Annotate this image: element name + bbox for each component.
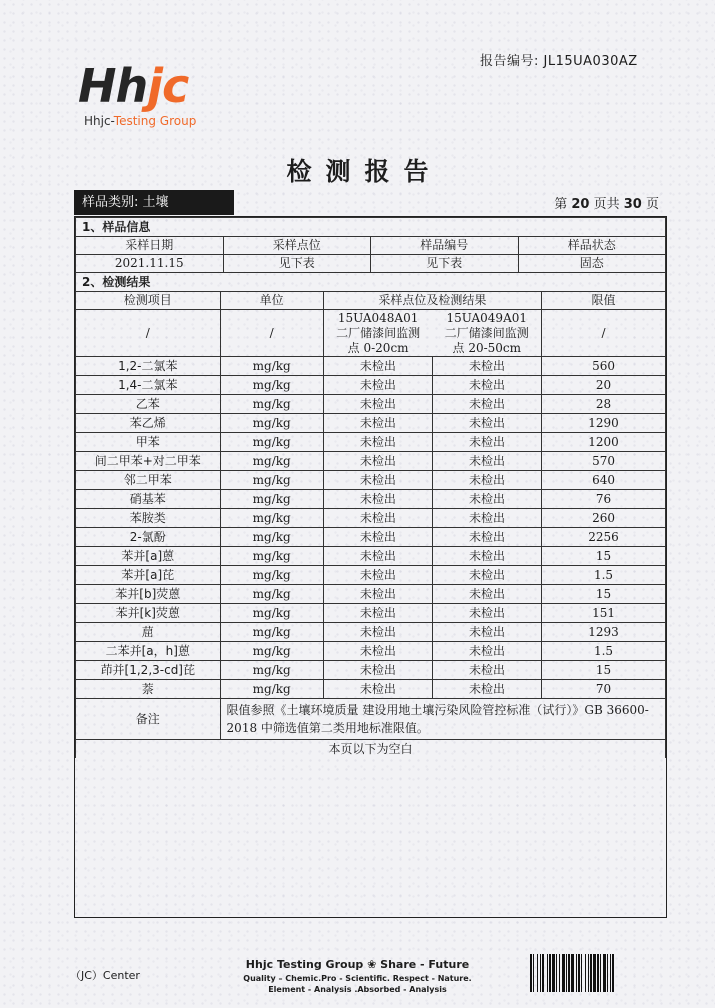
- result-item: 苯并[a]蒽: [76, 547, 221, 566]
- barcode-bar: [597, 954, 599, 992]
- result-unit: mg/kg: [220, 509, 323, 528]
- result-row: [76, 547, 666, 566]
- result-item: 苯并[a]芘: [76, 566, 221, 585]
- page-total: 30: [623, 197, 642, 212]
- page-mid: 页共: [593, 197, 620, 212]
- result-point-2: 未检出: [432, 509, 541, 528]
- barcode-bar: [607, 954, 608, 992]
- result-point-1: 未检出: [323, 433, 432, 452]
- barcode-bar: [585, 954, 586, 992]
- point-1-id: 15UA048A01: [337, 310, 419, 325]
- footer-slogan-line-1: Quality – Chemic.Pro - Scientific. Respect - Nature.: [243, 974, 472, 983]
- result-row: [76, 357, 666, 376]
- result-unit: mg/kg: [220, 433, 323, 452]
- sample-info-header-row: [76, 237, 666, 255]
- result-unit: mg/kg: [220, 452, 323, 471]
- sampling-point-row: [76, 310, 666, 357]
- result-limit: 76: [542, 490, 666, 509]
- point-1-location: 二厂储漆间监测: [336, 325, 421, 340]
- result-point-2: 未检出: [432, 376, 541, 395]
- result-point-1: 未检出: [323, 623, 432, 642]
- section-2-title: 2、检测结果: [76, 273, 666, 292]
- value-sampling-date: 2021.11.15: [76, 255, 224, 273]
- value-sampling-point: 见下表: [223, 255, 371, 273]
- page-count: [554, 193, 659, 212]
- result-point-1: 未检出: [323, 661, 432, 680]
- result-point-1: 未检出: [323, 395, 432, 414]
- result-unit: mg/kg: [220, 414, 323, 433]
- result-point-1: 未检出: [323, 680, 432, 699]
- logo-text-main: Hh: [78, 59, 148, 113]
- result-item: 间二甲苯+对二甲苯: [76, 452, 221, 471]
- header-sampling-point: 采样点位: [223, 237, 371, 255]
- result-point-2: 未检出: [432, 661, 541, 680]
- footer-slogan-line-2: Element - Analysis .Absorbed - Analysis: [268, 985, 447, 994]
- sample-category-bar: 样品类别: 土壤: [74, 190, 234, 215]
- result-point-2: 未检出: [432, 452, 541, 471]
- result-point-1: 未检出: [323, 376, 432, 395]
- section-1-title-row: [76, 218, 666, 237]
- result-rows: [76, 357, 666, 699]
- result-row: [76, 585, 666, 604]
- page-suffix: 页: [645, 197, 659, 212]
- point-2-location: 二厂储漆间监测: [444, 325, 529, 340]
- result-limit: 1293: [542, 623, 666, 642]
- barcode-bar: [568, 954, 570, 992]
- result-row: [76, 490, 666, 509]
- result-point-1: 未检出: [323, 509, 432, 528]
- result-point-2: 未检出: [432, 566, 541, 585]
- header-sample-state: 样品状态: [518, 237, 666, 255]
- result-unit: mg/kg: [220, 528, 323, 547]
- barcode-bar: [571, 954, 574, 992]
- result-limit: 1290: [542, 414, 666, 433]
- result-item: 1,2-二氯苯: [76, 357, 221, 376]
- point-1-depth: 点 0-20cm: [347, 340, 409, 355]
- barcode-bar: [581, 954, 582, 992]
- report-number-value: JL15UA030AZ: [543, 54, 638, 69]
- results-header-row: [76, 292, 666, 310]
- barcode-bar: [552, 954, 555, 992]
- logo-sub-accent: Testing Group: [113, 114, 197, 128]
- result-item: 萘: [76, 680, 221, 699]
- result-unit: mg/kg: [220, 680, 323, 699]
- result-row: [76, 433, 666, 452]
- point-row-item: /: [76, 310, 221, 357]
- result-row: [76, 376, 666, 395]
- footer-brand: Hhjc Testing Group ❀ Share - Future: [245, 958, 470, 971]
- page-current: 20: [571, 197, 590, 212]
- result-row: [76, 395, 666, 414]
- result-point-1: 未检出: [323, 471, 432, 490]
- footer-center-label: （JC）Center: [70, 969, 140, 982]
- barcode-bar: [578, 954, 580, 992]
- header-results: 采样点位及检测结果: [323, 292, 541, 310]
- barcode: [530, 954, 660, 992]
- barcode-bar: [559, 954, 560, 992]
- result-unit: mg/kg: [220, 471, 323, 490]
- point-2-id: 15UA049A01: [446, 310, 528, 325]
- result-row: [76, 414, 666, 433]
- result-row: [76, 509, 666, 528]
- header-unit: 单位: [220, 292, 323, 310]
- result-point-2: 未检出: [432, 471, 541, 490]
- header-sample-id: 样品编号: [371, 237, 519, 255]
- barcode-bar: [612, 954, 614, 992]
- result-point-2: 未检出: [432, 547, 541, 566]
- result-unit: mg/kg: [220, 566, 323, 585]
- result-unit: mg/kg: [220, 357, 323, 376]
- result-item: 1,4-二氯苯: [76, 376, 221, 395]
- result-item: 苯胺类: [76, 509, 221, 528]
- result-item: 茚并[1,2,3-cd]芘: [76, 661, 221, 680]
- result-limit: 70: [542, 680, 666, 699]
- result-unit: mg/kg: [220, 395, 323, 414]
- company-logo: [78, 58, 258, 138]
- barcode-bar: [593, 954, 596, 992]
- result-row: [76, 623, 666, 642]
- result-unit: mg/kg: [220, 642, 323, 661]
- result-limit: 640: [542, 471, 666, 490]
- result-limit: 1200: [542, 433, 666, 452]
- result-limit: 1.5: [542, 566, 666, 585]
- result-point-1: 未检出: [323, 452, 432, 471]
- point-row-unit: /: [220, 310, 323, 357]
- result-point-1: 未检出: [323, 585, 432, 604]
- result-item: 硝基苯: [76, 490, 221, 509]
- result-item: 乙苯: [76, 395, 221, 414]
- result-limit: 15: [542, 585, 666, 604]
- point-row-limit: /: [542, 310, 666, 357]
- page-prefix: 第: [554, 197, 568, 212]
- result-limit: 151: [542, 604, 666, 623]
- blank-notice: 本页以下为空白: [76, 740, 666, 759]
- barcode-bar: [590, 954, 592, 992]
- result-limit: 28: [542, 395, 666, 414]
- header-sampling-date: 采样日期: [76, 237, 224, 255]
- result-point-2: 未检出: [432, 585, 541, 604]
- result-row: [76, 528, 666, 547]
- value-sample-state: 固态: [518, 255, 666, 273]
- result-item: 苯并[b]荧蒽: [76, 585, 221, 604]
- point-2-depth: 点 20-50cm: [452, 340, 522, 355]
- result-limit: 15: [542, 661, 666, 680]
- result-point-1: 未检出: [323, 414, 432, 433]
- barcode-bar: [566, 954, 567, 992]
- result-limit: 20: [542, 376, 666, 395]
- section-1-title: 1、样品信息: [76, 218, 666, 237]
- result-point-2: 未检出: [432, 395, 541, 414]
- barcode-bar: [562, 954, 565, 992]
- barcode-bar: [542, 954, 544, 992]
- value-sample-id: 见下表: [371, 255, 519, 273]
- result-item: 䓛: [76, 623, 221, 642]
- section-2-title-row: [76, 273, 666, 292]
- barcode-bar: [537, 954, 538, 992]
- result-item: 二苯并[a，h]蒽: [76, 642, 221, 661]
- result-point-2: 未检出: [432, 623, 541, 642]
- note-row: [76, 699, 666, 740]
- result-limit: 15: [542, 547, 666, 566]
- result-point-2: 未检出: [432, 680, 541, 699]
- result-row: [76, 604, 666, 623]
- report-number: [480, 50, 638, 69]
- result-row: [76, 566, 666, 585]
- result-row: [76, 680, 666, 699]
- result-item: 苯乙烯: [76, 414, 221, 433]
- blank-notice-row: [76, 740, 666, 759]
- barcode-bar: [533, 954, 534, 992]
- result-limit: 260: [542, 509, 666, 528]
- results-table: [75, 272, 666, 758]
- barcode-bar: [603, 954, 606, 992]
- report-frame: [74, 216, 667, 918]
- note-text: 限值参照《土壤环境质量 建设用地土壤污染风险管控标准（试行）》GB 36600-2018 中筛选值第二类用地标准限值。: [220, 699, 665, 740]
- result-unit: mg/kg: [220, 547, 323, 566]
- result-point-1: 未检出: [323, 490, 432, 509]
- result-point-1: 未检出: [323, 642, 432, 661]
- barcode-bar: [547, 954, 548, 992]
- result-unit: mg/kg: [220, 661, 323, 680]
- barcode-bar: [576, 954, 577, 992]
- result-unit: mg/kg: [220, 623, 323, 642]
- result-point-1: 未检出: [323, 528, 432, 547]
- result-limit: 570: [542, 452, 666, 471]
- sample-info-value-row: [76, 255, 666, 273]
- result-point-1: 未检出: [323, 547, 432, 566]
- result-point-2: 未检出: [432, 414, 541, 433]
- result-row: [76, 471, 666, 490]
- result-unit: mg/kg: [220, 490, 323, 509]
- barcode-bar: [549, 954, 551, 992]
- result-item: 甲苯: [76, 433, 221, 452]
- barcode-bar: [610, 954, 611, 992]
- result-unit: mg/kg: [220, 585, 323, 604]
- result-item: 2-氯酚: [76, 528, 221, 547]
- barcode-bar: [588, 954, 589, 992]
- result-limit: 560: [542, 357, 666, 376]
- result-point-1: 未检出: [323, 357, 432, 376]
- barcode-bar: [600, 954, 601, 992]
- barcode-bar: [530, 954, 532, 992]
- document-title: 检测报告: [286, 157, 443, 186]
- result-unit: mg/kg: [220, 376, 323, 395]
- header-limit: 限值: [542, 292, 666, 310]
- note-label: 备注: [76, 699, 221, 740]
- result-item: 苯并[k]荧蒽: [76, 604, 221, 623]
- logo-sub-main: Hhjc-: [84, 114, 114, 128]
- result-point-2: 未检出: [432, 433, 541, 452]
- result-point-2: 未检出: [432, 604, 541, 623]
- barcode-bar: [556, 954, 557, 992]
- report-number-label: 报告编号:: [480, 54, 539, 69]
- point-1-cell: [323, 310, 432, 357]
- result-row: [76, 452, 666, 471]
- result-row: [76, 661, 666, 680]
- point-2-cell: [432, 310, 541, 357]
- result-point-1: 未检出: [323, 566, 432, 585]
- result-limit: 2256: [542, 528, 666, 547]
- result-point-2: 未检出: [432, 357, 541, 376]
- result-point-1: 未检出: [323, 604, 432, 623]
- result-point-2: 未检出: [432, 642, 541, 661]
- result-row: [76, 642, 666, 661]
- result-limit: 1.5: [542, 642, 666, 661]
- result-point-2: 未检出: [432, 528, 541, 547]
- logo-text-accent: jc: [147, 59, 189, 113]
- result-point-2: 未检出: [432, 490, 541, 509]
- result-item: 邻二甲苯: [76, 471, 221, 490]
- barcode-bar: [540, 954, 541, 992]
- header-test-item: 检测项目: [76, 292, 221, 310]
- result-unit: mg/kg: [220, 604, 323, 623]
- sample-info-table: [75, 217, 666, 273]
